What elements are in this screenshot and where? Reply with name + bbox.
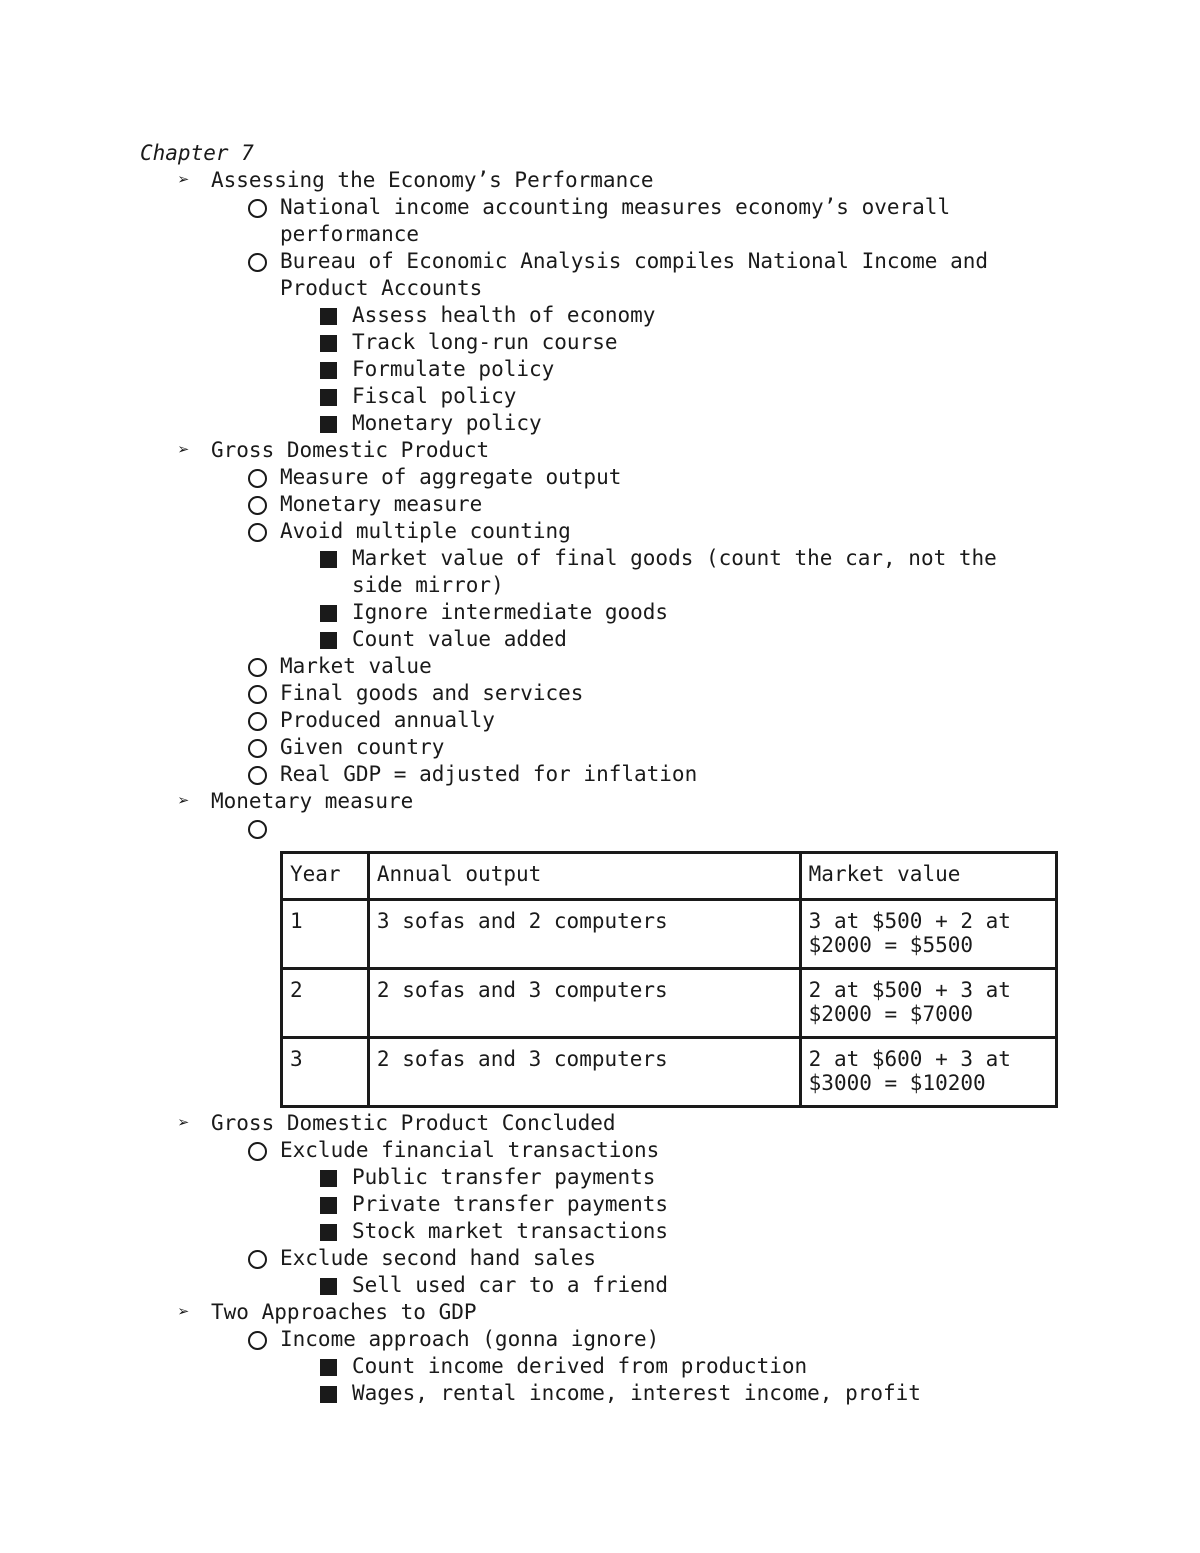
section-heading: ➢ Assessing the Economy’s Performance [178,168,654,192]
square-bullet-icon [320,1197,337,1214]
sub-list-item: Public transfer payments [140,1164,1080,1191]
list-item [140,815,1080,842]
list-item: National income accounting measures economy’s overall performance [140,194,1080,248]
arrow-bullet-icon: ➢ [178,1301,190,1323]
circle-bullet-icon [248,820,267,839]
sub-list-item: Market value of final goods (count the car, not the side mirror) [140,545,1080,599]
square-bullet-icon [320,1170,337,1187]
sub-list-item: Count income derived from production [140,1353,1080,1380]
circle-bullet-icon [248,1331,267,1350]
table-cell: 2 sofas and 3 computers [368,1038,800,1107]
sub-list-item: Fiscal policy [140,383,1080,410]
list-item: Market value [140,653,1080,680]
square-bullet-icon [320,551,337,568]
section-heading: ➢ Monetary measure [178,789,414,813]
list-item: Avoid multiple counting [140,518,1080,545]
list-item: Measure of aggregate output [140,464,1080,491]
square-bullet-icon [320,605,337,622]
list-item: Final goods and services [140,680,1080,707]
sub-list-item: Wages, rental income, interest income, profit [140,1380,1080,1407]
sub-list-item: Formulate policy [140,356,1080,383]
circle-bullet-icon [248,523,267,542]
circle-bullet-icon [248,712,267,731]
arrow-bullet-icon: ➢ [178,439,190,461]
sub-list-item: Count value added [140,626,1080,653]
list-item: Income approach (gonna ignore) [140,1326,1080,1353]
table-cell: 1 [282,900,369,969]
gdp-table-wrapper [140,851,1080,1108]
circle-bullet-icon [248,469,267,488]
table-cell: 2 at $500 + 3 at $2000 = $7000 [800,969,1056,1038]
sub-list-item: Sell used car to a friend [140,1272,1080,1299]
sub-list-item: Private transfer payments [140,1191,1080,1218]
table-cell: 3 sofas and 2 computers [368,900,800,969]
sub-list-item: Assess health of economy [140,302,1080,329]
arrow-bullet-icon: ➢ [178,1112,190,1134]
table-header-cell: Annual output [368,853,800,900]
table-header-cell: Market value [800,853,1056,900]
notes-page [140,140,1080,1407]
list-item: Real GDP = adjusted for inflation [140,761,1080,788]
circle-bullet-icon [248,658,267,677]
sub-list-item: Ignore intermediate goods [140,599,1080,626]
circle-bullet-icon [248,253,267,272]
table-row [282,1038,1057,1107]
table-row [282,900,1057,969]
square-bullet-icon [320,1278,337,1295]
circle-bullet-icon [248,766,267,785]
sub-list-item: Track long-run course [140,329,1080,356]
square-bullet-icon [320,308,337,325]
table-cell: 3 [282,1038,369,1107]
gdp-table [280,851,1058,1108]
section-heading: ➢ Gross Domestic Product [178,438,490,462]
table-header-cell: Year [282,853,369,900]
square-bullet-icon [320,1359,337,1376]
list-item: Exclude financial transactions [140,1137,1080,1164]
circle-bullet-icon [248,1250,267,1269]
list-item: Produced annually [140,707,1080,734]
sub-list-item: Stock market transactions [140,1218,1080,1245]
square-bullet-icon [320,389,337,406]
table-row [282,969,1057,1038]
circle-bullet-icon [248,199,267,218]
table-cell: 2 [282,969,369,1038]
square-bullet-icon [320,362,337,379]
table-header-row [282,853,1057,900]
list-item: Exclude second hand sales [140,1245,1080,1272]
list-item: Bureau of Economic Analysis compiles National Income and Product Accounts [140,248,1080,302]
sub-list-item: Monetary policy [140,410,1080,437]
table-cell: 2 at $600 + 3 at $3000 = $10200 [800,1038,1056,1107]
list-item: Given country [140,734,1080,761]
list-item: Monetary measure [140,491,1080,518]
circle-bullet-icon [248,496,267,515]
circle-bullet-icon [248,739,267,758]
square-bullet-icon [320,1224,337,1241]
chapter-title: Chapter 7 [140,141,254,165]
table-cell: 2 sofas and 3 computers [368,969,800,1038]
section-heading: ➢ Two Approaches to GDP [178,1300,477,1324]
circle-bullet-icon [248,1142,267,1161]
arrow-bullet-icon: ➢ [178,169,190,191]
arrow-bullet-icon: ➢ [178,790,190,812]
table-cell: 3 at $500 + 2 at $2000 = $5500 [800,900,1056,969]
square-bullet-icon [320,416,337,433]
circle-bullet-icon [248,685,267,704]
square-bullet-icon [320,632,337,649]
section-heading: ➢ Gross Domestic Product Concluded [178,1111,616,1135]
square-bullet-icon [320,335,337,352]
square-bullet-icon [320,1386,337,1403]
